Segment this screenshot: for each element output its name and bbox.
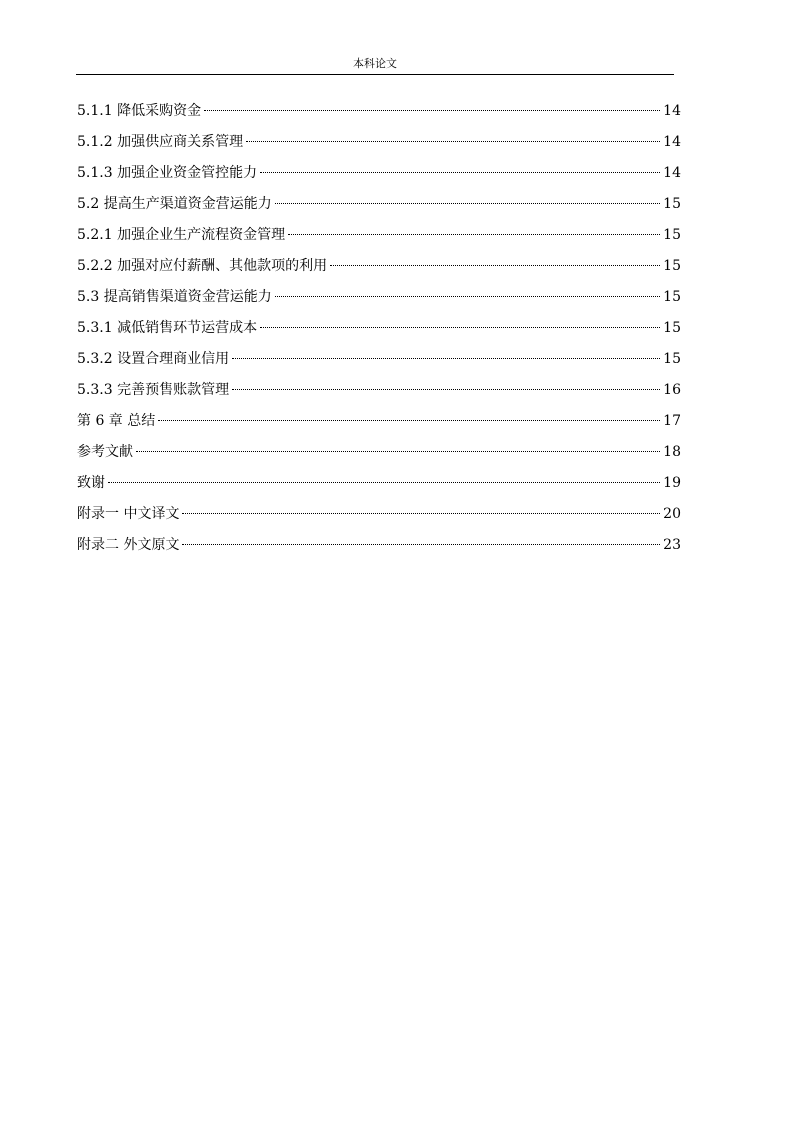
toc-entry-title: 5.3 提高销售渠道资金营运能力: [77, 289, 272, 305]
toc-entry-page: 18: [663, 444, 681, 460]
toc-entry-title: 5.1.1 降低采购资金: [77, 103, 202, 119]
toc-dot-leader: [275, 282, 660, 297]
toc-entry-title: 第 6 章 总结: [77, 413, 156, 429]
toc-entry-title: 5.1.2 加强供应商关系管理: [77, 134, 244, 150]
toc-dot-leader: [330, 251, 660, 266]
toc-entry-title: 致谢: [77, 475, 105, 491]
toc-entry-page: 23: [663, 537, 681, 553]
toc-dot-leader: [204, 96, 660, 111]
toc-entry-title: 5.2 提高生产渠道资金营运能力: [77, 196, 272, 212]
toc-dot-leader: [260, 158, 660, 173]
toc-dot-leader: [275, 189, 660, 204]
toc-entry-title: 5.2.1 加强企业生产流程资金管理: [77, 227, 286, 243]
toc-dot-leader: [158, 406, 660, 421]
toc-entry-title: 参考文献: [77, 444, 133, 460]
toc-entry-page: 19: [663, 475, 681, 491]
toc-entry-title: 附录二 外文原文: [77, 537, 180, 553]
toc-dot-leader: [108, 468, 660, 483]
toc-entry-page: 15: [663, 320, 681, 336]
toc-entry-page: 15: [663, 227, 681, 243]
toc-entry-title: 5.3.1 减低销售环节运营成本: [77, 320, 258, 336]
toc-dot-leader: [246, 127, 660, 142]
toc-entry-page: 15: [663, 258, 681, 274]
toc-entry-page: 16: [663, 382, 681, 398]
toc-entry-page: 20: [663, 506, 681, 522]
toc-entry-page: 15: [663, 289, 681, 305]
toc-entry-title: 5.3.2 设置合理商业信用: [77, 351, 230, 367]
toc-entry-title: 附录一 中文译文: [77, 506, 180, 522]
header-title: 本科论文: [353, 57, 397, 70]
toc-entry-title: 5.3.3 完善预售账款管理: [77, 382, 230, 398]
toc-dot-leader: [260, 313, 660, 328]
toc-entry-page: 17: [663, 413, 681, 429]
toc-entry-page: 15: [663, 196, 681, 212]
toc-dot-leader: [182, 499, 660, 514]
toc-entry-page: 14: [663, 134, 681, 150]
table-of-contents: [77, 100, 681, 565]
toc-entry-title: 5.1.3 加强企业资金管控能力: [77, 165, 258, 181]
toc-entry-page: 15: [663, 351, 681, 367]
page-header: [76, 57, 674, 75]
toc-entry-page: 14: [663, 103, 681, 119]
toc-dot-leader: [182, 530, 660, 545]
toc-entry-title: 5.2.2 加强对应付薪酬、其他款项的利用: [77, 258, 328, 274]
toc-dot-leader: [232, 375, 660, 390]
toc-dot-leader: [136, 437, 660, 452]
toc-dot-leader: [232, 344, 660, 359]
toc-entry-page: 14: [663, 165, 681, 181]
toc-entry[interactable]: [77, 534, 681, 565]
header-rule: [76, 74, 674, 75]
toc-dot-leader: [288, 220, 660, 235]
